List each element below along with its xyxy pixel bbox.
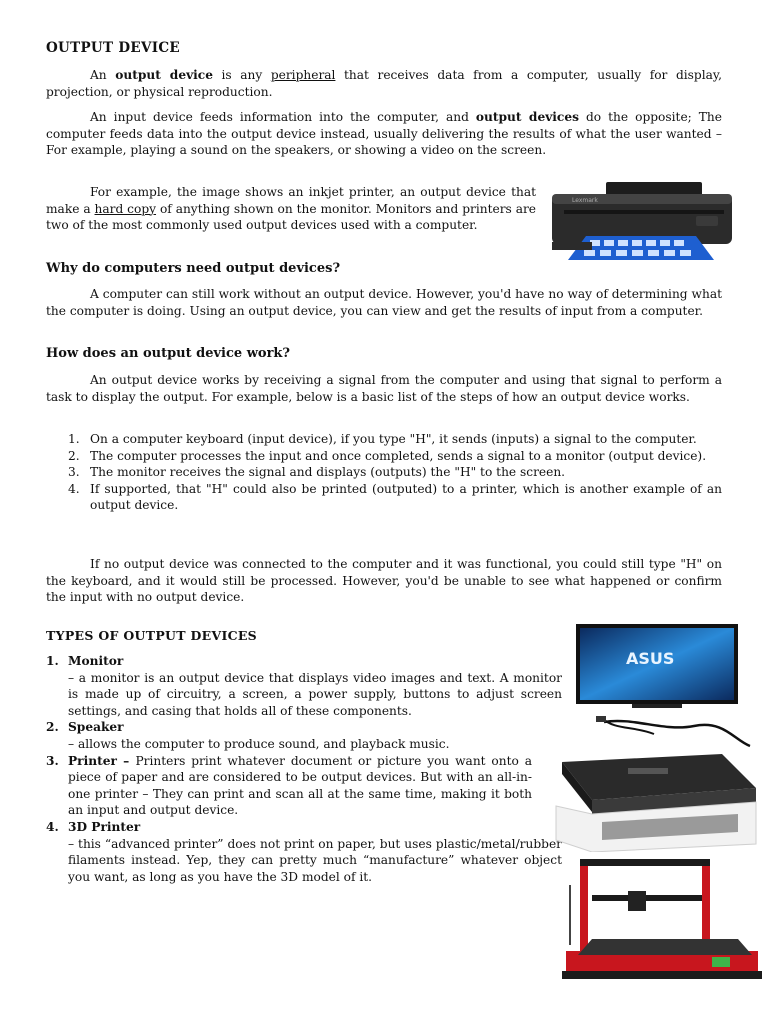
hard-copy-link[interactable]: hard copy [94,201,157,216]
intro-paragraph-1: An output device is any peripheral that receives data from a computer, usually for display, projection, or physical reproduction. [46,68,723,99]
intro-paragraph-2: An input device feeds information into the computer, and output devices do the opposite; The computer feeds data into the output device instead, usually delivering the results of what the user wanted – For example, playing a sound on the speakers, or showing a video on the screen. [46,110,722,158]
list-item: 2. Speaker – allows the computer to produce sound, and playback music. [46,720,450,751]
list-item: 4. 3D Printer – this “advanced printer” does not print on paper, but uses plastic/metal/rubber filaments instead. Yep, they can pretty much “manufacture” whatever object you want, as long as you have the 3D model of it. [46,819,562,884]
page-title: OUTPUT DEVICE [46,40,180,56]
type-name: 3D Printer [68,819,141,834]
heading-how-works: How does an output device work? [46,346,291,361]
peripheral-link[interactable]: peripheral [270,68,336,82]
heading-why-output: Why do computers need output devices? [46,261,341,276]
why-paragraph: A computer can still work without an output device. However, you'd have no way of determining what the computer is doing. Using an output device, you can view and get the results of input from a computer. [46,287,722,318]
types-list [46,653,562,885]
list-item: 1. Monitor – a monitor is an output device that displays video images and text. A monitor is made up of circuitry, a screen, a power supply, buttons to adjust screen settings, and casing that holds all of these components. [46,654,562,718]
list-item: 3. The monitor receives the signal and displays (outputs) the "H" to the screen. [68,465,566,480]
type-name: Printer [68,753,117,768]
term-output-devices: output devices [475,110,579,124]
how-paragraph: An output device works by receiving a signal from the computer and using that signal to perform a task to display the output. For example, below is a basic list of the steps of how an output device works. [46,373,722,404]
type-name: Speaker [68,720,124,735]
steps-list [46,431,722,514]
types-heading: TYPES OF OUTPUT DEVICES [46,628,258,643]
list-item: 1. On a computer keyboard (input device), if you type "H", it sends (inputs) a signal to the computer. [68,432,697,446]
closing-paragraph: If no output device was connected to the computer and it was functional, you could still type "H" on the keyboard, and it would still be processed. However, you'd be unable to see what happened or confirm the input with no output device. [46,557,722,605]
printer-image [532,748,758,852]
inkjet-printer-image [546,180,738,274]
type-name: Monitor [68,654,124,668]
list-item: 2. The computer processes the input and once completed, sends a signal to a monitor (output device). [68,448,707,463]
term-output-device: output device [115,68,213,82]
monitor-image [574,622,754,760]
monitor-brand-label: ASUS [626,649,675,668]
intro-paragraph-3: For example, the image shows an inkjet printer, an output device that make a hard copy of anything shown on the monitor. Monitors and printers are two of the most commonly used output devices used with a computer. [46,185,537,233]
inkjet-brand-label: Lexmark [572,197,598,204]
list-item: 4. If supported, that "H" could also be printed (outputed) to a printer, which is another example of an output device. [68,481,722,513]
3d-printer-image [562,855,762,985]
list-item: 3. Printer – Printers print whatever document or picture you want onto a piece of paper and are considered to be output devices. But with an all-in-one printer – They can print and scan all at the same time, making it both an input and output device. [46,753,532,818]
